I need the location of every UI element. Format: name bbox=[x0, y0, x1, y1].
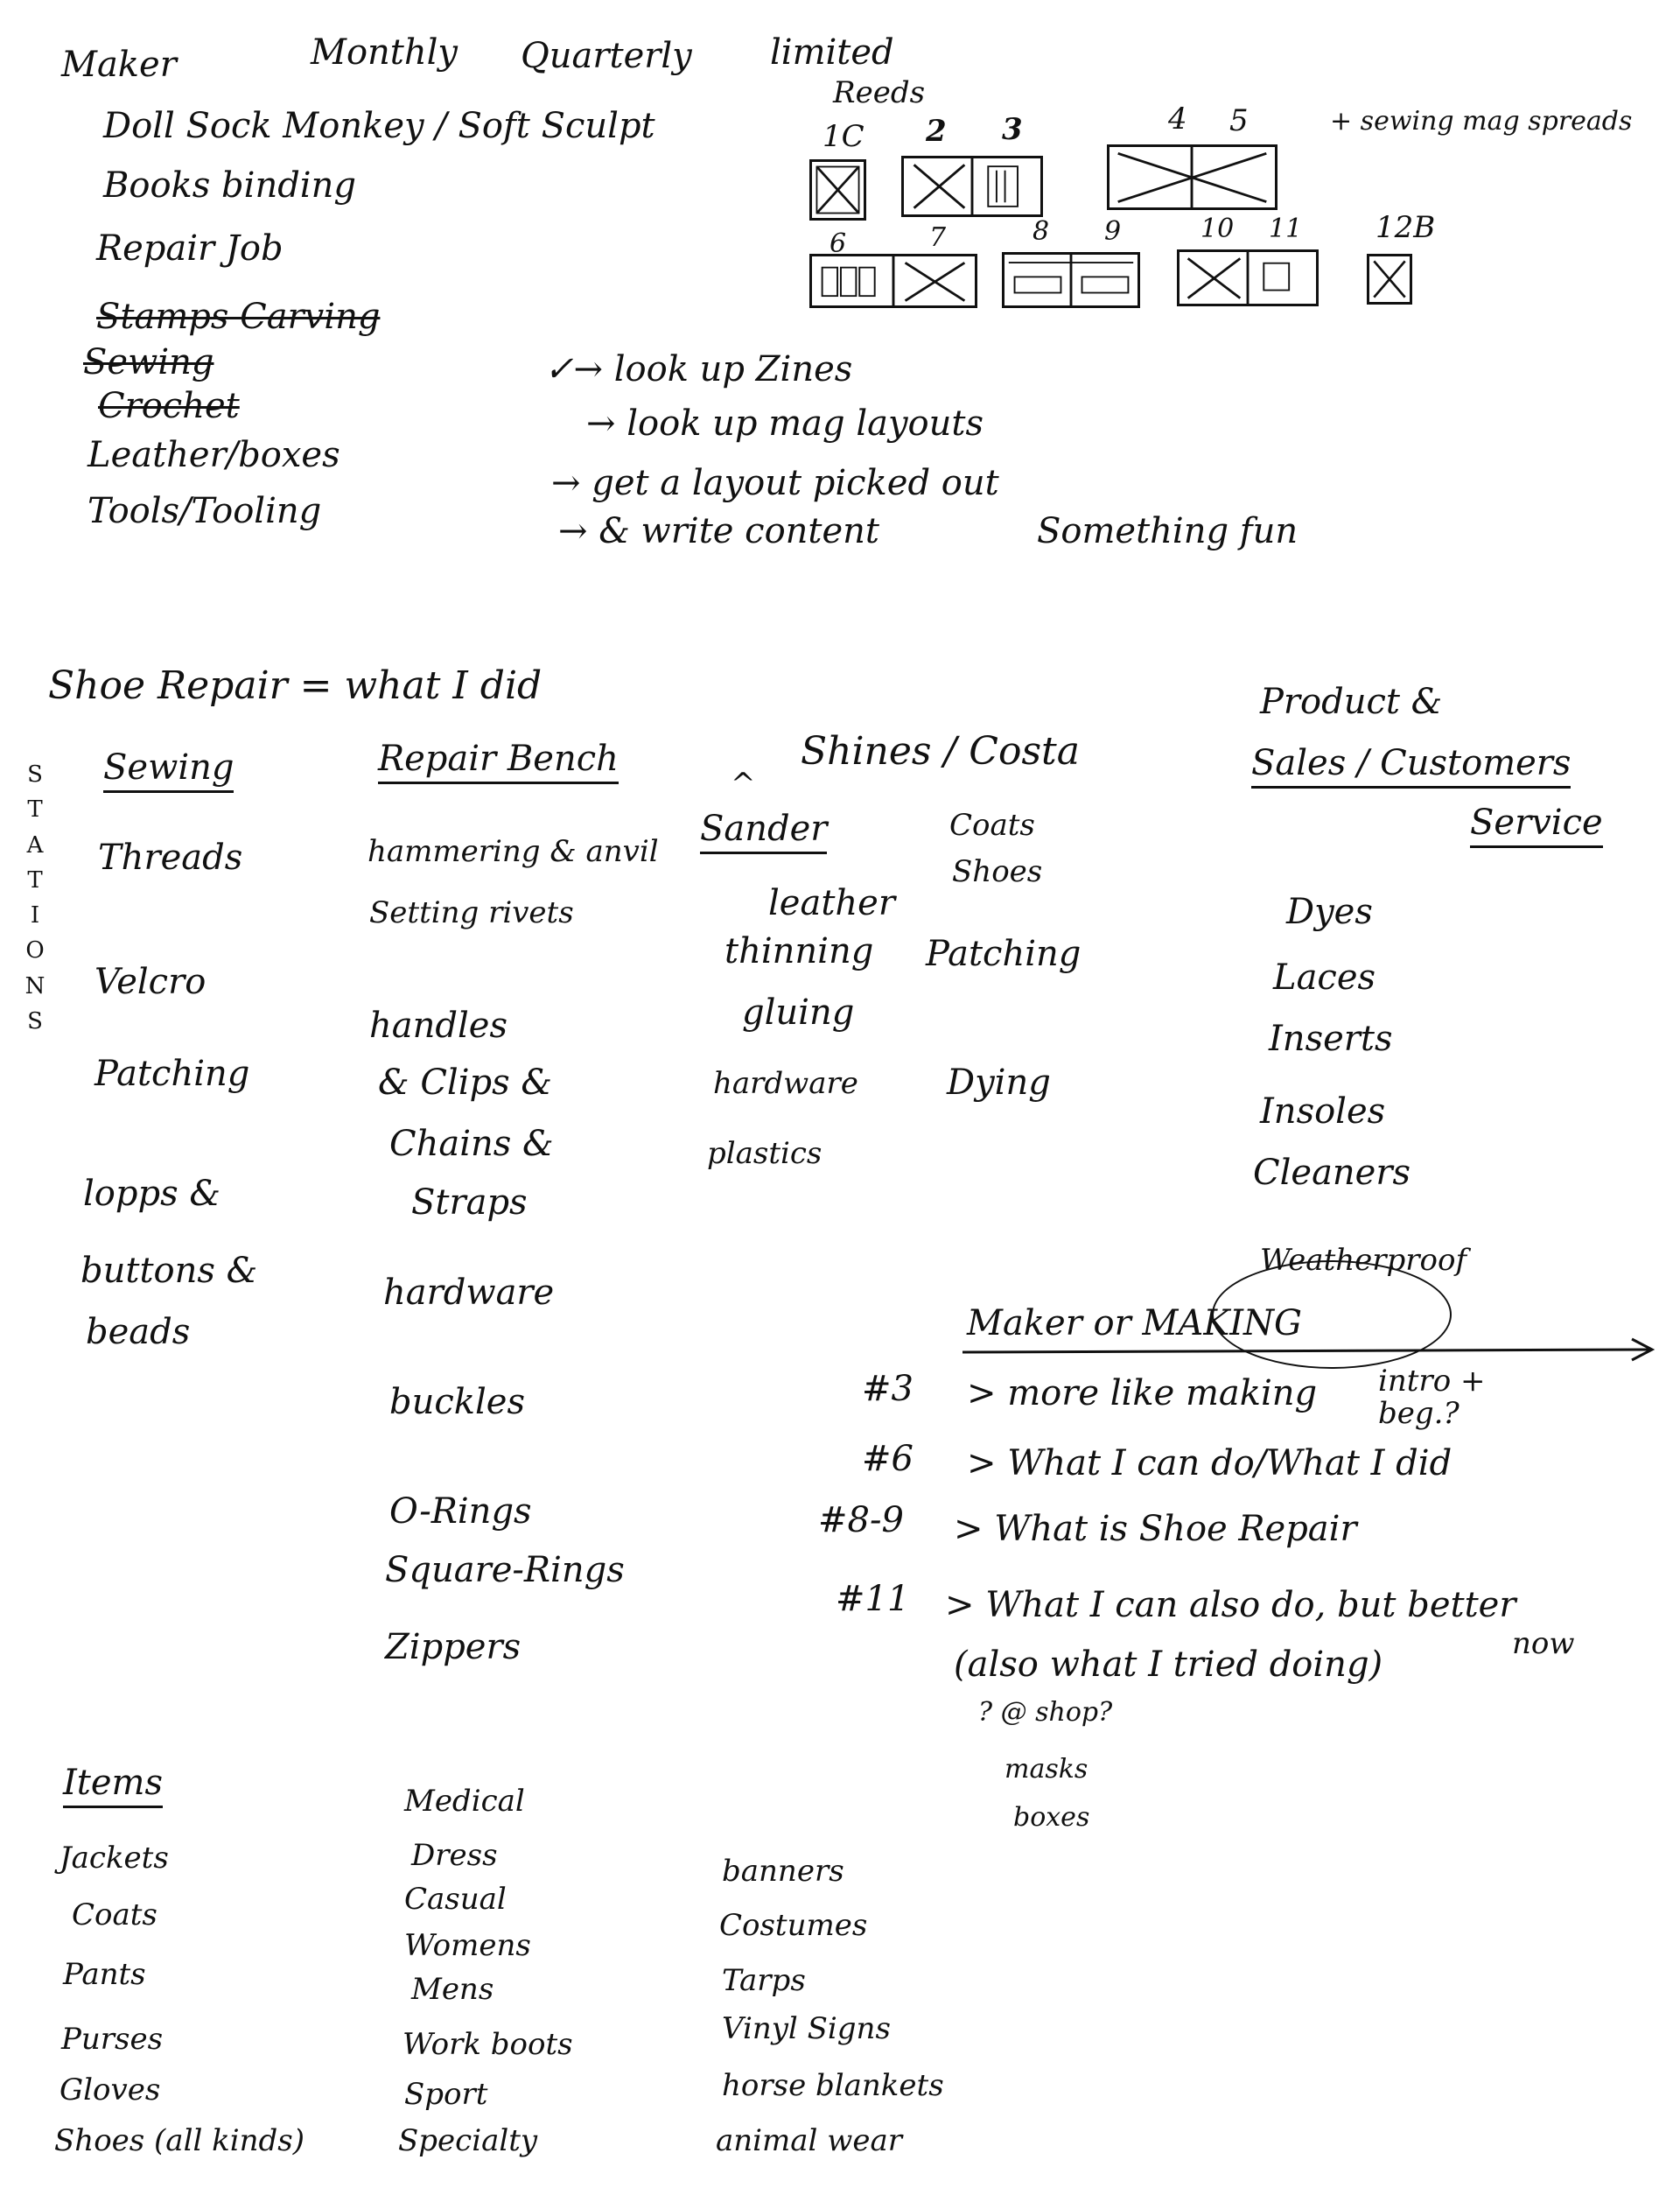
repair-bench-item: Setting rivets bbox=[369, 895, 574, 930]
thumb-label: 10 bbox=[1200, 214, 1235, 244]
thumb-label: 9 bbox=[1104, 216, 1122, 247]
product-item: Inserts bbox=[1269, 1019, 1393, 1059]
items-col2-entry: Work boots bbox=[402, 2027, 573, 2062]
thumb-label: 7 bbox=[929, 222, 947, 253]
thumbnail-spread bbox=[809, 254, 977, 308]
arrow-line bbox=[962, 1330, 1662, 1365]
items-col1-entry: Gloves bbox=[60, 2072, 161, 2107]
items-col1-entry: Shoes (all kinds) bbox=[54, 2123, 304, 2158]
repair-bench-item: handles bbox=[369, 1006, 508, 1046]
maker-item: Leather/boxes bbox=[88, 435, 340, 475]
todo-item: → get a layout picked out bbox=[551, 463, 999, 503]
sewing-mag-note: + sewing mag spreads bbox=[1330, 106, 1633, 137]
items-col3-entry: Tarps bbox=[722, 1963, 806, 1998]
stations-vertical-label: S T A T I O N S bbox=[24, 761, 46, 1035]
shines-item: Dying bbox=[947, 1062, 1051, 1103]
thumbnail-spread bbox=[1107, 144, 1278, 210]
sewing-heading: Sewing bbox=[103, 748, 234, 793]
sander-item: plastics bbox=[707, 1136, 822, 1171]
product-item: Laces bbox=[1273, 957, 1376, 998]
thumb-label: 5 bbox=[1229, 103, 1249, 138]
issue-description: > What I can also do, but better bbox=[945, 1585, 1516, 1625]
monthly-label: Monthly bbox=[311, 32, 458, 73]
shoe-repair-title: Shoe Repair = what I did bbox=[48, 663, 542, 708]
items-col1-entry: Coats bbox=[72, 1897, 158, 1932]
items-col3-entry: Costumes bbox=[719, 1908, 868, 1943]
reeds-label: Reeds bbox=[833, 75, 926, 110]
thumbnail-spread bbox=[1002, 252, 1140, 308]
repair-bench-item: buckles bbox=[389, 1382, 525, 1422]
items-col3-entry: Vinyl Signs bbox=[722, 2011, 891, 2046]
service-heading: Service bbox=[1470, 803, 1603, 848]
items-col3-entry: horse blankets bbox=[722, 2068, 944, 2103]
issue-description: > more like making bbox=[967, 1373, 1318, 1413]
shines-item: Patching bbox=[926, 934, 1082, 974]
sewing-item: beads bbox=[86, 1312, 191, 1352]
repair-bench-heading: Repair Bench bbox=[378, 740, 619, 784]
thumbnail-spread bbox=[901, 156, 1043, 217]
repair-bench-item: Square-Rings bbox=[385, 1550, 625, 1590]
issue-subnote: boxes bbox=[1013, 1802, 1090, 1833]
repair-bench-item: Straps bbox=[411, 1182, 528, 1223]
repair-bench-item: hardware bbox=[383, 1273, 555, 1313]
weatherproof-note: Weatherproof bbox=[1260, 1243, 1467, 1278]
product-item: Cleaners bbox=[1253, 1153, 1410, 1193]
items-col1-entry: Jackets bbox=[60, 1841, 169, 1876]
items-col2-entry: Sport bbox=[404, 2077, 488, 2112]
shines-item: Shoes bbox=[952, 854, 1043, 889]
thumb-label: 6 bbox=[830, 228, 847, 259]
issue-number: #8-9 bbox=[818, 1500, 904, 1540]
issue-number: #11 bbox=[836, 1579, 910, 1619]
maker-item: Repair Job bbox=[96, 228, 284, 269]
thumbnail-page bbox=[1367, 254, 1412, 305]
maker-item-struck: Stamps Carving bbox=[96, 297, 381, 337]
issue-number: #6 bbox=[862, 1439, 914, 1479]
todo-item: → & write content bbox=[558, 511, 879, 551]
repair-bench-item: Chains & bbox=[389, 1124, 554, 1164]
issue-description: > What is Shoe Repair bbox=[954, 1509, 1357, 1549]
items-col1-entry: Purses bbox=[61, 2022, 164, 2057]
issue-subnote: (also what I tried doing) bbox=[954, 1645, 1383, 1685]
shines-heading: Shines / Costa bbox=[801, 729, 1080, 774]
items-col2-entry: Casual bbox=[404, 1882, 507, 1917]
maker-item-struck: Crochet bbox=[98, 386, 240, 426]
items-col3-entry: animal wear bbox=[716, 2123, 902, 2158]
issue-subnote: masks bbox=[1004, 1754, 1088, 1785]
thumb-label: 11 bbox=[1269, 214, 1303, 244]
repair-bench-item: Zippers bbox=[385, 1627, 522, 1667]
sander-item: thinning bbox=[724, 931, 874, 971]
items-col2-entry: Dress bbox=[411, 1838, 498, 1873]
shines-item: Coats bbox=[949, 808, 1035, 843]
todo-note: Something fun bbox=[1037, 511, 1298, 551]
product-heading: Product & bbox=[1260, 682, 1443, 722]
issue-number: #3 bbox=[862, 1369, 914, 1409]
thumbnail-page bbox=[809, 159, 866, 221]
sales-heading: Sales / Customers bbox=[1251, 744, 1571, 789]
sewing-item: Velcro bbox=[94, 962, 206, 1002]
product-item: Dyes bbox=[1286, 892, 1373, 932]
thumbnail-spread bbox=[1177, 249, 1319, 306]
items-col2-entry: Mens bbox=[411, 1972, 494, 2007]
sander-item: leather bbox=[768, 883, 895, 923]
caret-mark: ^ bbox=[731, 767, 756, 802]
sewing-item: Threads bbox=[98, 838, 243, 878]
sander-heading: Sander bbox=[700, 810, 827, 854]
sander-item: hardware bbox=[713, 1066, 858, 1101]
repair-bench-item: hammering & anvil bbox=[368, 834, 659, 869]
sewing-item: buttons & bbox=[80, 1251, 258, 1291]
thumb-label: 4 bbox=[1168, 102, 1187, 137]
items-col2-entry: Specialty bbox=[398, 2123, 538, 2158]
thumb-label: 12B bbox=[1376, 210, 1436, 245]
repair-bench-item: & Clips & bbox=[378, 1062, 552, 1103]
thumb-label: 1C bbox=[822, 119, 864, 154]
thumb-label: 2 bbox=[926, 114, 947, 149]
thumb-label: 3 bbox=[1002, 112, 1023, 147]
items-col3-entry: banners bbox=[722, 1854, 844, 1889]
items-col2-entry: Medical bbox=[404, 1784, 525, 1819]
limited-label: limited bbox=[770, 32, 894, 73]
maker-item-struck: Sewing bbox=[83, 342, 214, 382]
product-item: Insoles bbox=[1260, 1091, 1386, 1132]
sewing-item: Patching bbox=[94, 1054, 250, 1094]
todo-item: ✓→ look up Zines bbox=[544, 349, 853, 389]
items-col2-entry: Womens bbox=[404, 1928, 531, 1963]
issue-description: > What I can do/What I did bbox=[967, 1443, 1452, 1483]
sander-item: gluing bbox=[742, 992, 855, 1033]
maker-heading: Maker bbox=[61, 45, 177, 85]
items-col1-entry: Pants bbox=[63, 1957, 146, 1992]
issue-note: intro + beg.? bbox=[1378, 1364, 1486, 1432]
maker-item: Tools/Tooling bbox=[88, 491, 322, 531]
quarterly-label: Quarterly bbox=[521, 36, 692, 76]
todo-item: → look up mag layouts bbox=[586, 403, 984, 444]
items-heading: Items bbox=[63, 1764, 163, 1808]
sewing-item: lopps & bbox=[83, 1174, 220, 1214]
issue-note: now bbox=[1512, 1626, 1575, 1661]
issue-subnote: ? @ shop? bbox=[978, 1697, 1113, 1728]
maker-item: Doll Sock Monkey / Soft Sculpt bbox=[103, 106, 655, 146]
maker-item: Books binding bbox=[103, 165, 356, 206]
repair-bench-item: O-Rings bbox=[389, 1491, 532, 1532]
thumb-label: 8 bbox=[1032, 216, 1050, 247]
maker-making-heading: Maker or MAKING bbox=[967, 1303, 1302, 1343]
